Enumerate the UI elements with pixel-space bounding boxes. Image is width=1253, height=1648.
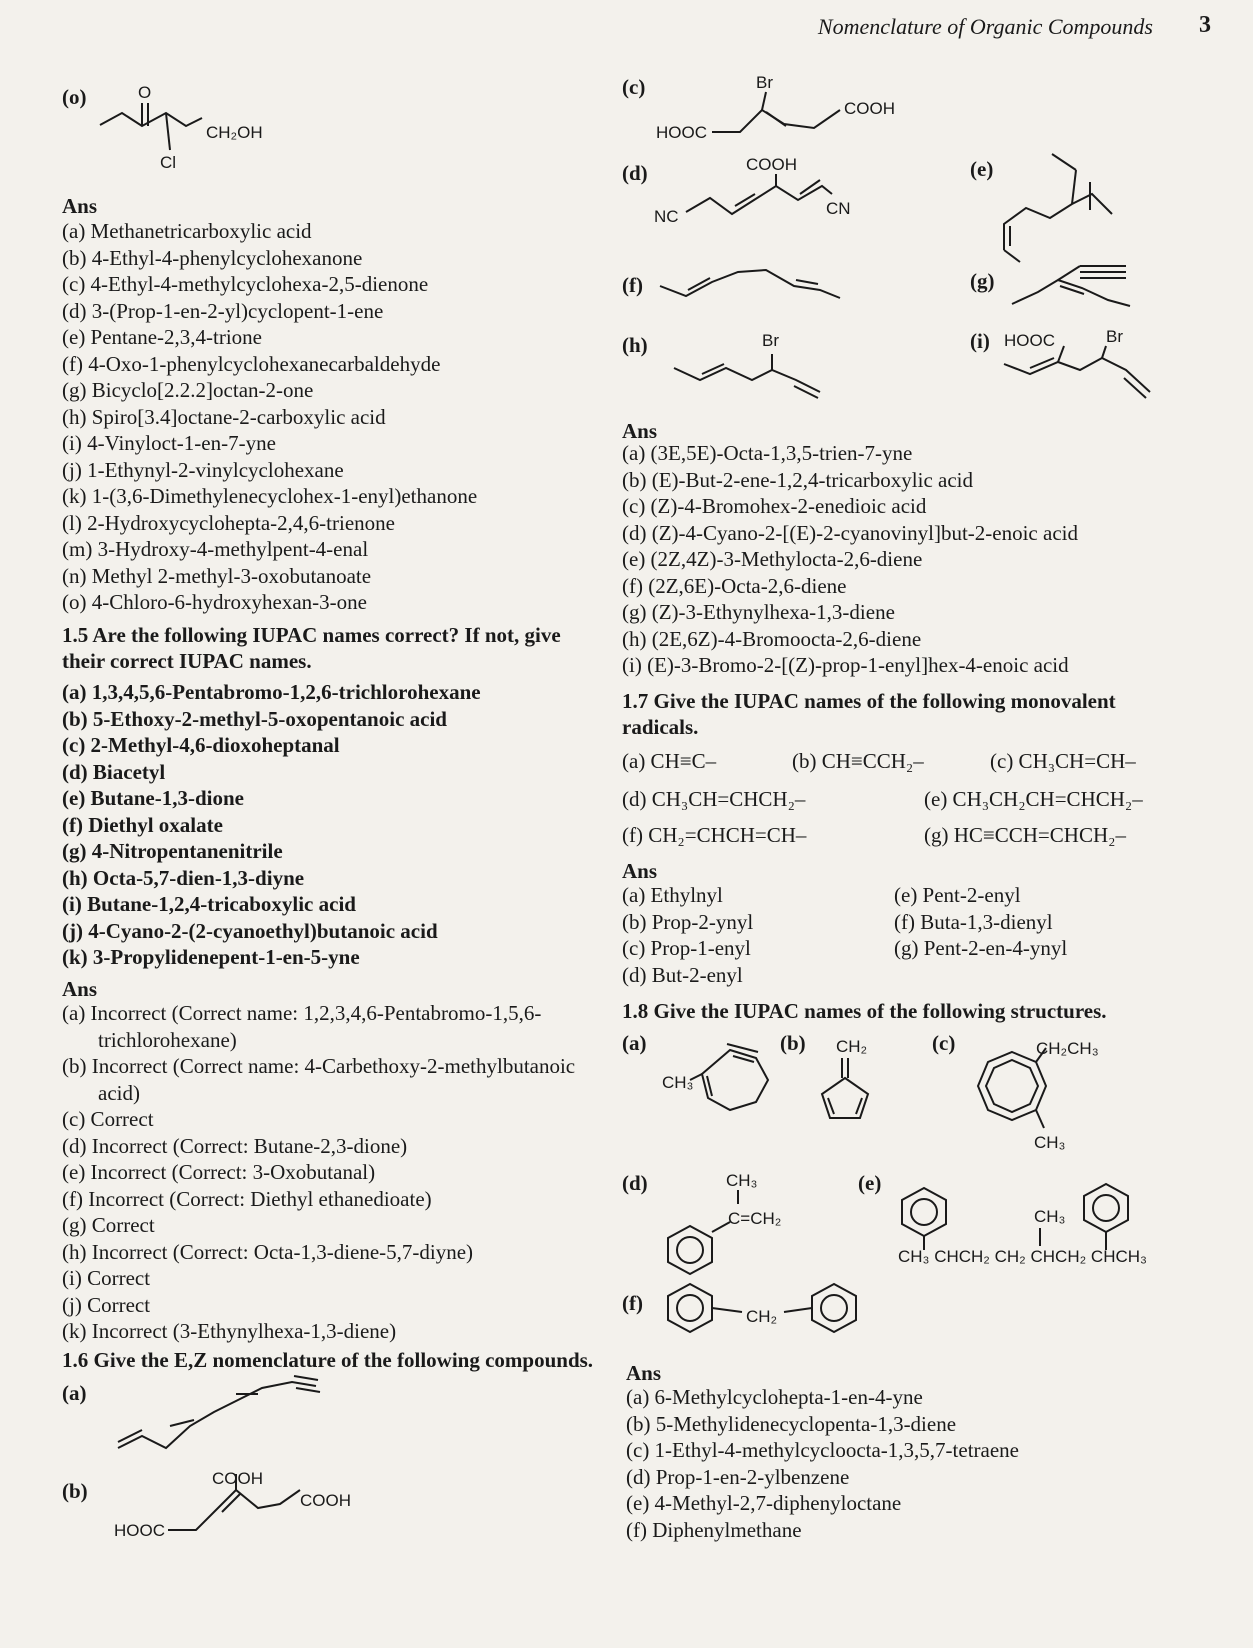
list-item: (k) 1-(3,6-Dimethylenecyclohex-1-enyl)ethanone — [62, 484, 478, 508]
structure-1-6b-label: (b) — [62, 1479, 88, 1503]
list-item: (f) Diethyl oxalate — [62, 812, 223, 837]
atom-cn: CN — [826, 199, 851, 218]
list-item: (b) 4-Ethyl-4-phenylcyclohexanone — [62, 245, 363, 270]
list-item: (f) Diphenylmethane — [626, 1517, 802, 1542]
radical-b: (b) CH≡CCH₂– — [792, 749, 924, 773]
structure-1-6c-label: (c) — [622, 75, 646, 99]
list-item: (c) 2-Methyl-4,6-dioxoheptanal — [62, 733, 340, 757]
list-item: (e) Pentane-2,3,4-trione — [62, 325, 263, 349]
structure-1-8b-label: (b) — [780, 1031, 806, 1055]
list-item: (e) Butane-1,3-dione — [62, 786, 244, 810]
list-item: (d) Biacetyl — [62, 759, 166, 784]
list-item: (a) Ethylnyl — [622, 883, 723, 907]
structure-1-6d-label: (d) — [622, 161, 648, 185]
list-item: (e) Incorrect (Correct: 3-Oxobutanal) — [62, 1160, 376, 1184]
answers-1-5-label: Ans — [62, 977, 98, 1001]
list-item: (b) 5-Methylidenecyclopenta-1,3-diene — [626, 1411, 957, 1436]
list-item: (d) Prop-1-en-2-ylbenzene — [626, 1464, 850, 1489]
radical-c: (c) CH₃CH=CH– — [990, 749, 1136, 773]
list-item: (c) Prop-1-enyl — [622, 936, 751, 960]
atom-bromine: Br — [756, 73, 773, 92]
list-item: (i) Correct — [62, 1266, 151, 1290]
list-item: (i) (E)-3-Bromo-2-[(Z)-prop-1-enyl]hex-4-enoic acid — [622, 653, 1069, 677]
list-item: (h) Incorrect (Correct: Octa-1,3-diene-5,7-diyne) — [62, 1239, 474, 1264]
list-item: (a) Incorrect (Correct name: 1,2,3,4,6-Pentabromo-1,5,6- — [62, 1001, 542, 1025]
list-item: (l) 2-Hydroxycyclohepta-2,4,6-trienone — [62, 510, 395, 535]
radical-f: (f) CH₂=CHCH=CH– — [622, 823, 807, 847]
list-item: (c) (Z)-4-Bromohex-2-enedioic acid — [622, 494, 927, 518]
question-1-5-heading-cont: their correct IUPAC names. — [62, 649, 312, 673]
atom-ch2ch3: CH₂CH₃ — [1036, 1039, 1099, 1058]
question-1-6-heading: 1.6 Give the E,Z nomenclature of the following compounds. — [62, 1348, 594, 1372]
structure-o-label: (o) — [62, 85, 87, 109]
list-item: (j) Correct — [62, 1292, 151, 1317]
structure-1-8e-label: (e) — [858, 1171, 882, 1195]
atom-hooc: HOOC — [114, 1521, 165, 1540]
structure-1-6e-label: (e) — [970, 157, 994, 181]
structure-1-6i-label: (i) — [970, 329, 990, 353]
answers-1-8-label: Ans — [626, 1361, 662, 1385]
list-item: acid) — [98, 1080, 140, 1105]
atom-cooh: COOH — [300, 1491, 351, 1510]
list-item: (c) Correct — [62, 1107, 154, 1131]
page-number: 3 — [1199, 12, 1211, 38]
list-item: (h) (2E,6Z)-4-Bromoocta-2,6-diene — [622, 626, 922, 651]
list-item: (g) Correct — [62, 1213, 155, 1237]
atom-chlorine: Cl — [160, 153, 177, 172]
list-item: (f) Incorrect (Correct: Diethyl ethanedioate) — [62, 1186, 432, 1211]
question-1-7-heading-cont: radicals. — [622, 715, 699, 739]
atom-oxygen: O — [138, 83, 152, 102]
list-item: (h) Spiro[3.4]octane-2-carboxylic acid — [62, 404, 386, 429]
atom-cooh: COOH — [212, 1469, 263, 1488]
list-item: (j) 4-Cyano-2-(2-cyanoethyl)butanoic acid — [62, 918, 438, 943]
answers-1-8-list — [626, 1384, 1019, 1543]
list-item: (o) 4-Chloro-6-hydroxyhexan-3-one — [62, 590, 367, 614]
atom-nc: NC — [654, 207, 679, 226]
radical-d: (d) CH₃CH=CHCH₂– — [622, 787, 806, 811]
atom-ch3: CH₃ — [1034, 1133, 1066, 1152]
list-item: (b) 5-Ethoxy-2-methyl-5-oxopentanoic acid — [62, 706, 447, 731]
atom-hooc: HOOC — [656, 123, 707, 142]
question-1-7-heading: 1.7 Give the IUPAC names of the following monovalent — [622, 689, 1116, 713]
running-header: Nomenclature of Organic Compounds — [817, 14, 1153, 39]
list-item: (b) Incorrect (Correct name: 4-Carbethoxy-2-methylbutanoic — [62, 1054, 576, 1078]
list-item: (a) 6-Methylcyclohepta-1-en-4-yne — [626, 1385, 923, 1409]
list-item: (g) (Z)-3-Ethynylhexa-1,3-diene — [622, 600, 895, 624]
list-item: (i) 4-Vinyloct-1-en-7-yne — [62, 431, 276, 455]
atom-hooc: HOOC — [1004, 331, 1055, 350]
radical-e: (e) CH₃CH₂CH=CHCH₂– — [924, 787, 1143, 811]
structure-1-6g-label: (g) — [970, 269, 995, 293]
list-item: (h) Octa-5,7-dien-1,3-diyne — [62, 865, 305, 890]
list-item: (n) Methyl 2-methyl-3-oxobutanoate — [62, 563, 372, 588]
answers-1-4-label: Ans — [62, 194, 98, 218]
question-1-8-heading: 1.8 Give the IUPAC names of the following structures. — [622, 999, 1107, 1023]
structure-1-8d-label: (d) — [622, 1171, 648, 1195]
list-item: (g) Pent-2-en-4-ynyl — [894, 936, 1068, 960]
list-item: (a) 1,3,4,5,6-Pentabromo-1,2,6-trichlorohexane — [62, 680, 481, 704]
list-item: (a) (3E,5E)-Octa-1,3,5-trien-7-yne — [622, 441, 913, 465]
list-item: (f) Buta-1,3-dienyl — [894, 909, 1053, 934]
list-item: (c) 4-Ethyl-4-methylcyclohexa-2,5-dienone — [62, 272, 429, 296]
list-item: (i) Butane-1,2,4-tricaboxylic acid — [62, 892, 356, 916]
atom-chain: CH₃ CHCH₂ CH₂ CHCH₂ CHCH₃ — [898, 1247, 1147, 1266]
list-item: (g) Bicyclo[2.2.2]octan-2-one — [62, 378, 314, 402]
structure-1-8f-label: (f) — [622, 1291, 643, 1315]
atom-ch3: CH₃ — [1034, 1207, 1066, 1226]
atom-c-ch2: C=CH₂ — [728, 1209, 782, 1228]
list-item: (m) 3-Hydroxy-4-methylpent-4-enal — [62, 537, 369, 561]
list-item: (b) (E)-But-2-ene-1,2,4-tricarboxylic acid — [622, 467, 974, 492]
atom-ch3: CH₃ — [662, 1073, 694, 1092]
structure-1-6a-label: (a) — [62, 1381, 87, 1405]
list-item: (d) (Z)-4-Cyano-2-[(E)-2-cyanovinyl]but-2-enoic acid — [622, 520, 1078, 545]
list-item: trichlorohexane) — [98, 1027, 237, 1052]
atom-ch2: CH₂ — [746, 1307, 778, 1326]
atom-ch2oh: CH₂OH — [206, 123, 263, 142]
radical-a: (a) CH≡C– — [622, 749, 717, 773]
atom-bromine: Br — [1106, 327, 1123, 346]
answers-1-7-label: Ans — [622, 859, 658, 883]
list-item: (f) 4-Oxo-1-phenylcyclohexanecarbaldehyde — [62, 351, 441, 376]
list-item: (a) Methanetricarboxylic acid — [62, 219, 312, 243]
question-1-5-heading: 1.5 Are the following IUPAC names correct? If not, give — [62, 623, 561, 647]
atom-ch3: CH₃ — [726, 1171, 758, 1190]
structure-1-8c-label: (c) — [932, 1031, 956, 1055]
list-item: (e) (2Z,4Z)-3-Methylocta-2,6-diene — [622, 547, 923, 571]
list-item: (j) 1-Ethynyl-2-vinylcyclohexane — [62, 457, 344, 482]
structure-1-6h-label: (h) — [622, 333, 648, 357]
list-item: (e) Pent-2-enyl — [894, 883, 1021, 907]
list-item: (d) Incorrect (Correct: Butane-2,3-dione) — [62, 1133, 408, 1158]
list-item: (d) 3-(Prop-1-en-2-yl)cyclopent-1-ene — [62, 298, 384, 323]
atom-cooh: COOH — [746, 155, 797, 174]
answers-1-6-label: Ans — [622, 419, 658, 443]
list-item: (k) 3-Propylidenepent-1-en-5-yne — [62, 945, 360, 969]
list-item: (e) 4-Methyl-2,7-diphenyloctane — [626, 1491, 902, 1515]
list-item: (c) 1-Ethyl-4-methylcycloocta-1,3,5,7-tetraene — [626, 1438, 1019, 1462]
list-item: (f) (2Z,6E)-Octa-2,6-diene — [622, 573, 847, 598]
list-item: (d) But-2-enyl — [622, 962, 743, 987]
list-item: (b) Prop-2-ynyl — [622, 909, 754, 934]
structure-1-6f-label: (f) — [622, 273, 643, 297]
structure-1-8a-label: (a) — [622, 1031, 647, 1055]
list-item: (g) 4-Nitropentanenitrile — [62, 839, 283, 863]
atom-bromine: Br — [762, 331, 779, 350]
list-item: (k) Incorrect (3-Ethynylhexa-1,3-diene) — [62, 1319, 397, 1343]
atom-cooh: COOH — [844, 99, 895, 118]
radical-g: (g) HC≡CCH=CHCH₂– — [924, 823, 1126, 847]
atom-ch2: CH₂ — [836, 1037, 868, 1056]
